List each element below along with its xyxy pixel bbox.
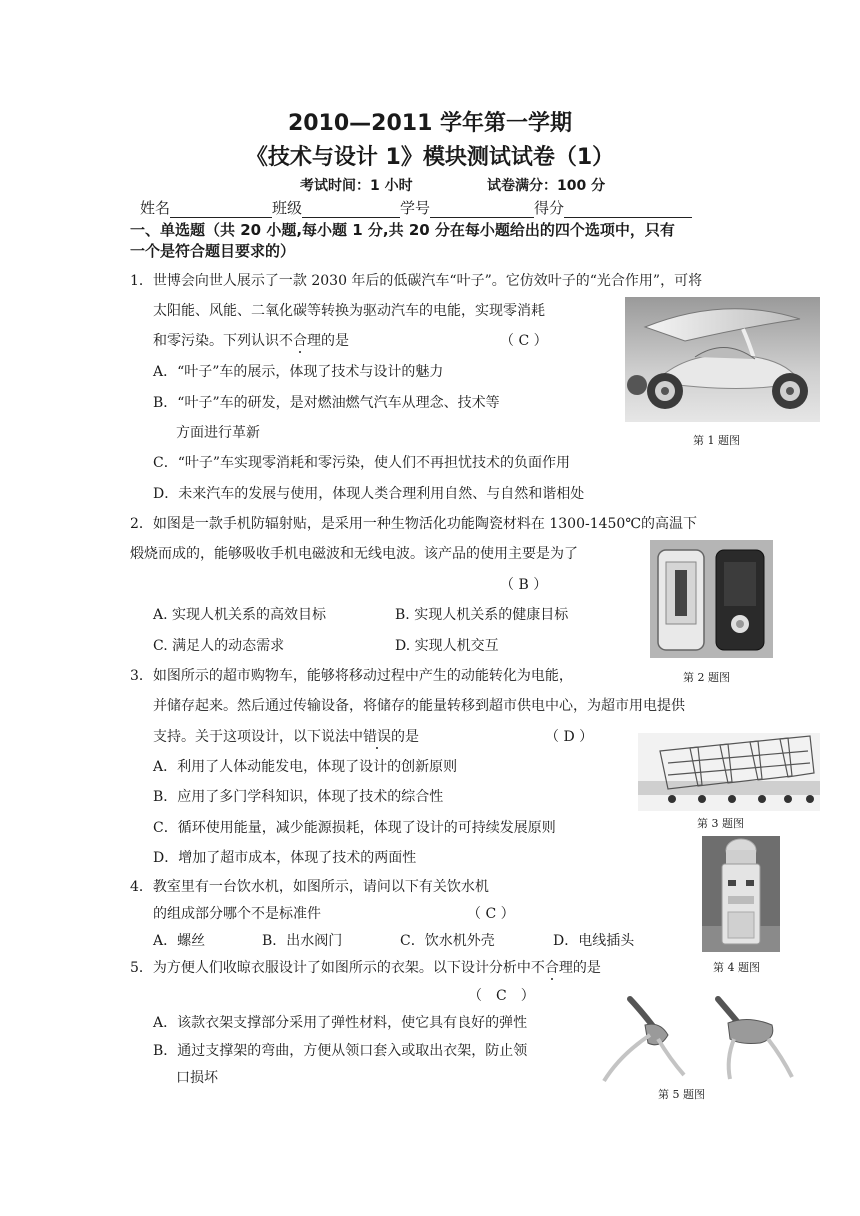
q4-line2: 的组成部分哪个不是标准件 xyxy=(153,906,321,922)
q1-option-c: C．“叶子”车实现零消耗和零污染，使人们不再担忧技术的负面作用 xyxy=(153,455,571,471)
q5-option-b-line1: B．通过支撑架的弯曲，方便从领口套入或取出衣架，防止领 xyxy=(153,1043,528,1059)
q5-emphasis: 不合理 xyxy=(530,960,573,976)
q5-option-b-line2: 口损坏 xyxy=(176,1070,218,1086)
q3-option-b: B．应用了多门学科知识，体现了技术的综合性 xyxy=(153,789,444,805)
section-heading-line1: 一、单选题（共 20 小题,每小题 1 分,共 20 分在每小题给出的四个选项中，只有 xyxy=(130,221,675,239)
exam-title-line1: 2010—2011 学年第一学期 xyxy=(287,111,573,136)
student-fields xyxy=(140,197,692,218)
exam-time: 考试时间：1 小时 xyxy=(300,178,413,194)
q4-option-b: B．出水阀门 xyxy=(262,933,343,949)
q1-emphasis: 不合理 xyxy=(279,333,321,349)
q2-answer: （ B ） xyxy=(500,577,548,593)
q4-line1: 4．教室里有一台饮水机，如图所示，请问以下有关饮水机 xyxy=(130,879,489,895)
q3-line3-post: 的是 xyxy=(391,729,419,745)
q4-option-d: D．电线插头 xyxy=(553,933,635,949)
name-label: 姓名 xyxy=(140,199,171,217)
q1-figure-car-image xyxy=(625,297,820,422)
q1-line3 xyxy=(153,332,349,350)
q1-line2: 太阳能、风能、二氧化碳等转换为驱动汽车的电能，实现零消耗 xyxy=(153,303,545,319)
q3-line3 xyxy=(153,728,419,746)
q3-emphasis: 错误 xyxy=(363,729,391,745)
number-label: 学号 xyxy=(400,199,431,217)
q2-option-a: A. 实现人机关系的高效目标 xyxy=(153,607,327,623)
q4-option-c: C．饮水机外壳 xyxy=(400,933,495,949)
q1-option-d: D．未来汽车的发展与使用，体现人类合理利用自然、与自然和谐相处 xyxy=(153,486,585,502)
full-score: 试卷满分：100 分 xyxy=(487,178,606,194)
exam-title-line2: 《技术与设计 1》模块测试试卷（1） xyxy=(245,145,615,170)
q1-line3-post: 的是 xyxy=(321,333,349,349)
name-blank[interactable] xyxy=(170,203,272,218)
q5-figure-hanger-image xyxy=(600,995,800,1085)
q3-figure-caption: 第 3 题图 xyxy=(697,817,744,830)
q1-answer: （ C ） xyxy=(500,333,548,349)
q4-answer: （ C ） xyxy=(467,906,515,922)
q2-figure-caption: 第 2 题图 xyxy=(683,671,730,684)
score-label: 得分 xyxy=(534,199,565,217)
q1-option-b-line1: B．“叶子”车的研发，是对燃油燃气汽车从理念、技术等 xyxy=(153,395,500,411)
q4-figure-dispenser-image xyxy=(702,836,780,952)
q4-option-a: A．螺丝 xyxy=(153,933,206,949)
q5-figure-caption: 第 5 题图 xyxy=(658,1088,705,1101)
q3-option-a: A．利用了人体动能发电，体现了设计的创新原则 xyxy=(153,759,458,775)
q2-line1: 2．如图是一款手机防辐射贴，是采用一种生物活化功能陶瓷材料在 1300-1450℃的高温下 xyxy=(130,516,698,532)
q2-figure-sticker-image xyxy=(650,540,773,658)
q5-line1 xyxy=(130,959,601,977)
class-blank[interactable] xyxy=(302,203,400,218)
q1-line1: 1．世博会向世人展示了一款 2030 年后的低碳汽车“叶子”。它仿效叶子的“光合作用”，可将 xyxy=(130,273,703,289)
class-label: 班级 xyxy=(272,199,303,217)
q1-figure-caption: 第 1 题图 xyxy=(693,434,740,447)
q3-line3-pre: 支持。关于这项设计，以下说法中 xyxy=(153,729,363,745)
q1-option-a: A．“叶子”车的展示，体现了技术与设计的魅力 xyxy=(153,364,444,380)
q5-line1-post: 的是 xyxy=(572,960,601,976)
q5-line1-pre: 5．为方便人们收晾衣服设计了如图所示的衣架。以下设计分析中 xyxy=(130,960,531,976)
q4-figure-caption: 第 4 题图 xyxy=(713,961,760,974)
q3-figure-cart-image xyxy=(638,733,820,811)
q2-option-b: B. 实现人机关系的健康目标 xyxy=(395,607,569,623)
section-heading-line2: 一个是符合题目要求的） xyxy=(130,242,296,260)
q1-option-b-line2: 方面进行革新 xyxy=(176,425,260,441)
q2-line2: 煅烧而成的，能够吸收手机电磁波和无线电波。该产品的使用主要是为了 xyxy=(130,546,578,562)
number-blank[interactable] xyxy=(430,203,534,218)
q1-line3-pre: 和零污染。下列认识 xyxy=(153,333,279,349)
q2-option-c: C. 满足人的动态需求 xyxy=(153,638,285,654)
q3-line2: 并储存起来。然后通过传输设备，将储存的能量转移到超市供电中心，为超市用电提供 xyxy=(153,698,685,714)
score-blank[interactable] xyxy=(564,203,692,218)
q5-answer: （ C ） xyxy=(468,988,535,1004)
q3-line1: 3．如图所示的超市购物车，能够将移动过程中产生的动能转化为电能， xyxy=(130,668,573,684)
q3-option-c: C．循环使用能量，减少能源损耗，体现了设计的可持续发展原则 xyxy=(153,820,556,836)
q2-option-d: D. 实现人机交互 xyxy=(395,638,499,654)
q3-option-d: D．增加了超市成本，体现了技术的两面性 xyxy=(153,850,417,866)
q5-option-a: A．该款衣架支撑部分采用了弹性材料，使它具有良好的弹性 xyxy=(153,1015,528,1031)
q3-answer: （ D ） xyxy=(545,729,594,745)
